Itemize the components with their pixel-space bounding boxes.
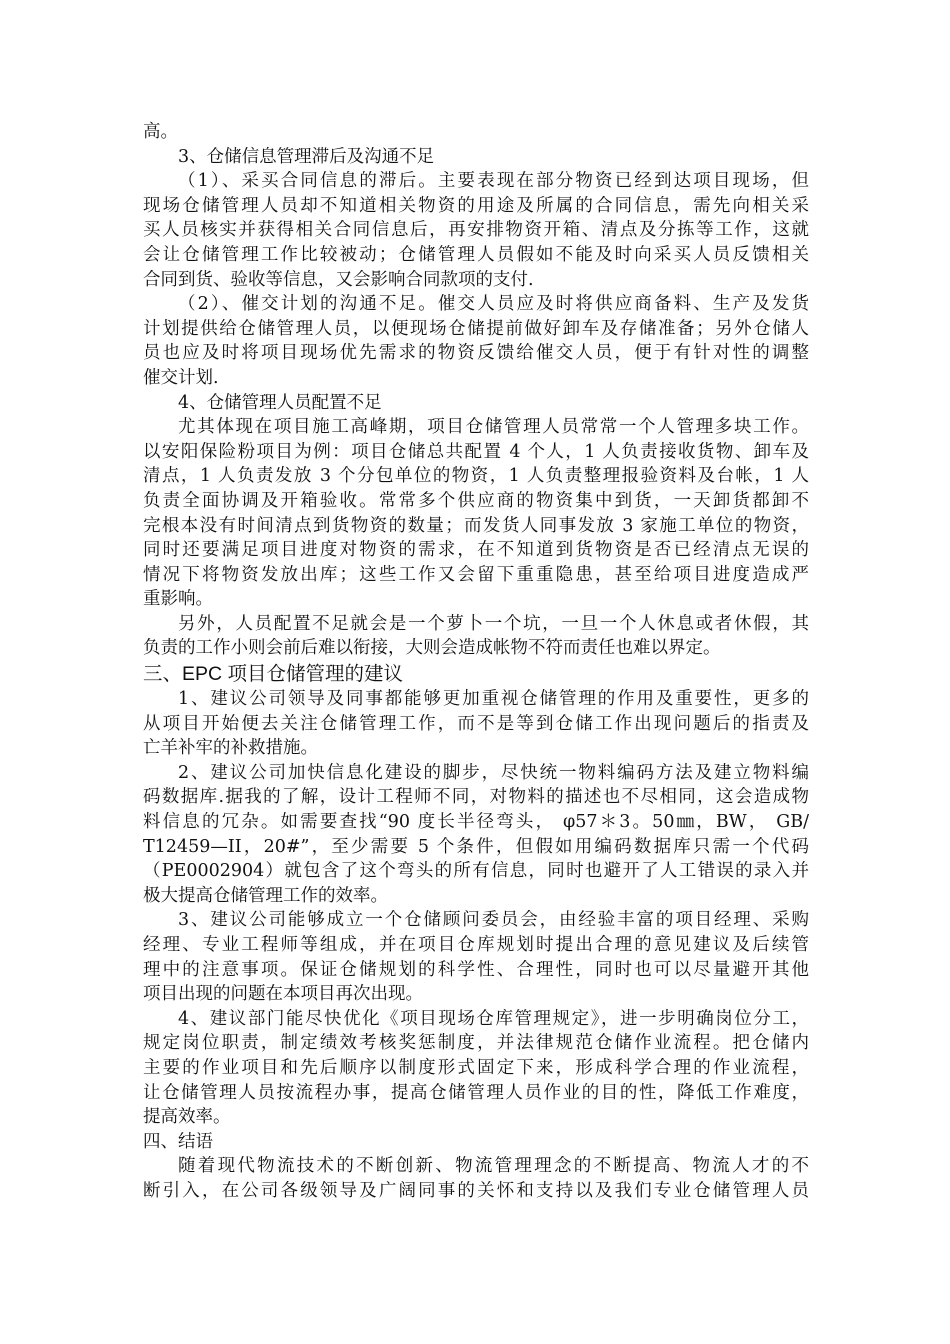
- text-line: 理中的注意事项。保证仓储规划的科学性、合理性，同时也可以尽量避开其他: [143, 959, 809, 980]
- text-line: 高。: [143, 122, 178, 142]
- text-line: （2）、催交计划的沟通不足。催交人员应及时将供应商备料、生产及发货: [178, 294, 809, 315]
- text-line: 计划提供给仓储管理人员，以便现场仓储提前做好卸车及存储准备；另外仓储人: [143, 318, 809, 339]
- part-heading: 四、结语: [143, 1131, 213, 1152]
- text-line: 员也应及时将项目现场优先需求的物资反馈给催交人员，便于有针对性的调整: [143, 343, 809, 364]
- paragraph: [143, 169, 809, 292]
- text-line: 尤其体现在项目施工高峰期，项目仓储管理人员常常一个人管理多块工作。: [178, 417, 809, 438]
- text-line: 以安阳保险粉项目为例：项目仓储总共配置 4 个人，1 人负责接收货物、卸车及: [143, 441, 809, 462]
- text-line: 1、建议公司领导及同事都能够更加重视仓储管理的作用及重要性，更多的: [178, 689, 809, 710]
- text-line: （PE0002904）就包含了这个弯头的所有信息，同时也避开了人工错误的录入并: [143, 861, 809, 882]
- text-line: 经理、专业工程师等组成，并在项目仓库规划时提出合理的意见建议及后续管: [143, 935, 809, 955]
- text-line: 情况下将物资发放出库；这些工作又会留下重重隐患，甚至给项目进度造成严: [143, 564, 809, 585]
- text-line: 4、建议部门能尽快优化《项目现场仓库管理规定》，进一步明确岗位分工，: [178, 1008, 809, 1029]
- text-line: 极大提高仓储管理工作的效率。: [143, 885, 388, 906]
- text-line: 另外，人员配置不足就会是一个萝卜一个坑，一旦一个人休息或者休假，其: [178, 613, 809, 634]
- text-line: （1）、采买合同信息的滞后。主要表现在部分物资已经到达项目现场，但: [178, 171, 809, 192]
- paragraph: [143, 1007, 809, 1130]
- text-line: 料信息的冗杂。如需要查找“90 度长半径弯头， φ57＊3。50㎜，BW， GB/: [143, 812, 809, 833]
- text-line: 清点，1 人负责发放 3 个分包单位的物资，1 人负责整理报验资料及台帐，1 人: [143, 466, 809, 487]
- text-line: 合同到货、验收等信息，又会影响合同款项的支付.: [143, 269, 534, 290]
- text-line: 让仓储管理人员按流程办事，提高仓储管理人员作业的目的性，降低工作难度，: [143, 1082, 809, 1103]
- section-heading: 3、仓储信息管理滞后及沟通不足: [178, 146, 435, 167]
- text-line: 2、建议公司加快信息化建设的脚步，尽快统一物料编码方法及建立物料编: [178, 762, 809, 783]
- text-line: 亡羊补牢的补救措施。: [143, 738, 318, 759]
- text-line: 项目出现的问题在本项目再次出现。: [143, 984, 423, 1005]
- paragraph: [143, 415, 809, 612]
- paragraph: [143, 687, 809, 761]
- text-line: 负责全面协调及开箱验收。常常多个供应商的物资集中到货，一天卸货都卸不: [143, 490, 809, 511]
- text-line: 主要的作业项目和先后顺序以制度形式固定下来，形成科学合理的作业流程，: [143, 1057, 809, 1078]
- text-line: 重影响。: [143, 589, 213, 610]
- text-line: 规定岗位职责，制定绩效考核奖惩制度，并法律规范仓储作业流程。把仓储内: [143, 1033, 809, 1054]
- text-line: 码数据库.据我的了解，设计工程师不同，对物料的描述也不尽相同，这会造成物: [143, 787, 809, 808]
- text-line: 3、建议公司能够成立一个仓储顾问委员会，由经验丰富的项目经理、采购: [178, 910, 809, 931]
- text-line: 完根本没有时间清点到货物资的数量；而发货人同事发放 3 家施工单位的物资，: [143, 515, 809, 536]
- document-page: [143, 120, 809, 1204]
- text-line: 断引入，在公司各级领导及广阔同事的关怀和支持以及我们专业仓储管理人员: [143, 1180, 809, 1201]
- part-heading: 三、EPC 项目仓储管理的建议: [143, 663, 404, 686]
- paragraph: [143, 908, 809, 1006]
- paragraph: [143, 1154, 809, 1203]
- text-line: T12459—II，20#”，至少需要 5 个条件，但假如用编码数据库只需一个代码: [143, 836, 809, 857]
- paragraph: [143, 292, 809, 390]
- text-line: 现场仓储管理人员却不知道相关物资的用途及所属的合同信息，需先向相关采: [143, 195, 809, 216]
- paragraph: [143, 761, 809, 909]
- text-line: 从项目开始便去关注仓储管理工作，而不是等到仓储工作出现问题后的指责及: [143, 713, 809, 734]
- text-line: 随着现代物流技术的不断创新、物流管理理念的不断提高、物流人才的不: [178, 1156, 809, 1177]
- text-line: 提高效率。: [143, 1107, 231, 1128]
- text-line: 会让仓储管理工作比较被动；仓储管理人员假如不能及时向采买人员反馈相关: [143, 244, 809, 265]
- text-line: 买人员核实并获得相关合同信息后，再安排物资开箱、清点及分拣等工作，这就: [143, 220, 809, 241]
- section-heading: 4、仓储管理人员配置不足: [178, 392, 382, 413]
- paragraph: [143, 612, 809, 661]
- text-line: 同时还要满足项目进度对物资的需求，在不知道到货物资是否已经清点无误的: [143, 540, 809, 561]
- text-line: 负责的工作小则会前后难以衔接，大则会造成帐物不符而责任也难以界定。: [143, 638, 721, 659]
- text-line: 催交计划.: [143, 367, 219, 388]
